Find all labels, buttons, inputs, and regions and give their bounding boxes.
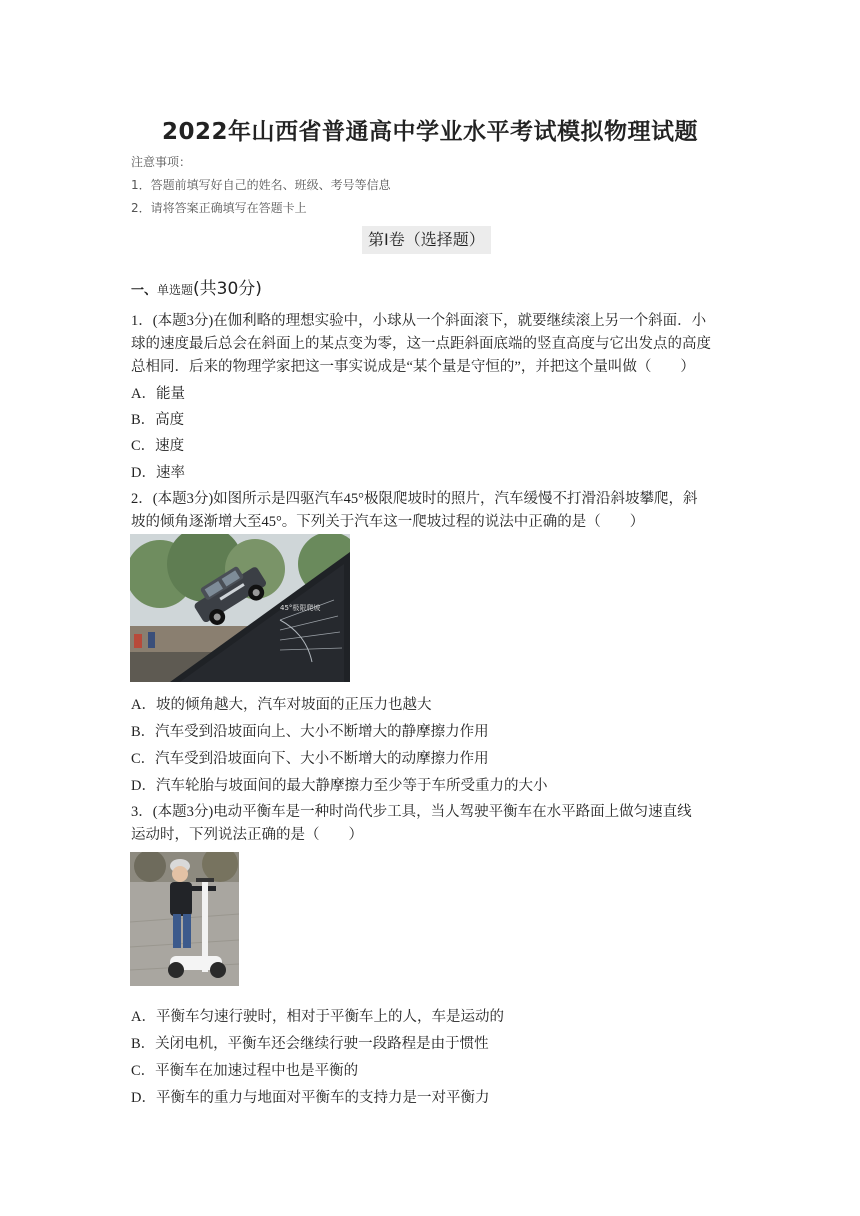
subsection-score: (共30分) [193,279,262,299]
q3-option-a: A．平衡车匀速行驶时，相对于平衡车上的人，车是运动的 [131,1009,504,1025]
slope-sign: 45°极限爬坡 [280,604,321,612]
notice-heading: 注意事项： [131,155,192,169]
q3-option-c: C．平衡车在加速过程中也是平衡的 [131,1063,359,1079]
subsection-label: 单选题 [157,283,194,297]
q2-line-2: 坡的倾角逐渐增大至45°。下列关于汽车这一爬坡过程的说法中正确的是（ ） [131,514,645,530]
q2-line-1: 2．(本题3分)如图所示是四驱汽车45°极限爬坡时的照片，汽车缓慢不打滑沿斜坡攀爬，斜 [131,491,698,507]
q1-option-b: B．高度 [131,412,185,428]
section-label: 第I卷（选择题） [362,226,491,254]
balance-scooter-photo [130,852,239,986]
q1-line-3: 总相同．后来的物理学家把这一事实说成是“某个量是守恒的”，并把这个量叫做（ ） [131,359,695,375]
q2-option-d: D．汽车轮胎与坡面间的最大静摩擦力至少等于车所受重力的大小 [131,778,548,794]
car-climbing-photo [130,534,350,682]
q1-option-d: D．速率 [131,465,185,481]
q1-line-2: 球的速度最后总会在斜面上的某点变为零，这一点距斜面底端的竖直高度与它出发点的高度 [131,336,711,352]
q2-option-a: A．坡的倾角越大，汽车对坡面的正压力也越大 [131,697,432,713]
q1-line-1: 1．(本题3分)在伽利略的理想实验中，小球从一个斜面滚下，就要继续滚上另一个斜面．小 [131,313,707,329]
q2-option-b: B．汽车受到沿坡面向上、大小不断增大的静摩擦力作用 [131,724,489,740]
q3-option-b: B．关闭电机，平衡车还会继续行驶一段路程是由于惯性 [131,1036,489,1052]
q3-line-1: 3．(本题3分)电动平衡车是一种时尚代步工具，当人驾驶平衡车在水平路面上做匀速直线 [131,804,692,820]
q3-option-d: D．平衡车的重力与地面对平衡车的支持力是一对平衡力 [131,1090,490,1106]
page-title: 2022年山西省普通高中学业水平考试模拟物理试题 [161,119,698,145]
notice-item-2: 2．请将答案正确填写在答题卡上 [131,201,307,215]
q1-option-c: C．速度 [131,438,185,454]
q3-line-2: 运动时，下列说法正确的是（ ） [131,827,363,843]
q2-option-c: C．汽车受到沿坡面向下、大小不断增大的动摩擦力作用 [131,751,489,767]
subsection-heading [131,274,262,299]
subsection-prefix: 一、 [131,283,158,298]
q1-option-a: A．能量 [131,386,185,402]
notice-item-1: 1．答题前填写好自己的姓名、班级、考号等信息 [131,178,391,192]
